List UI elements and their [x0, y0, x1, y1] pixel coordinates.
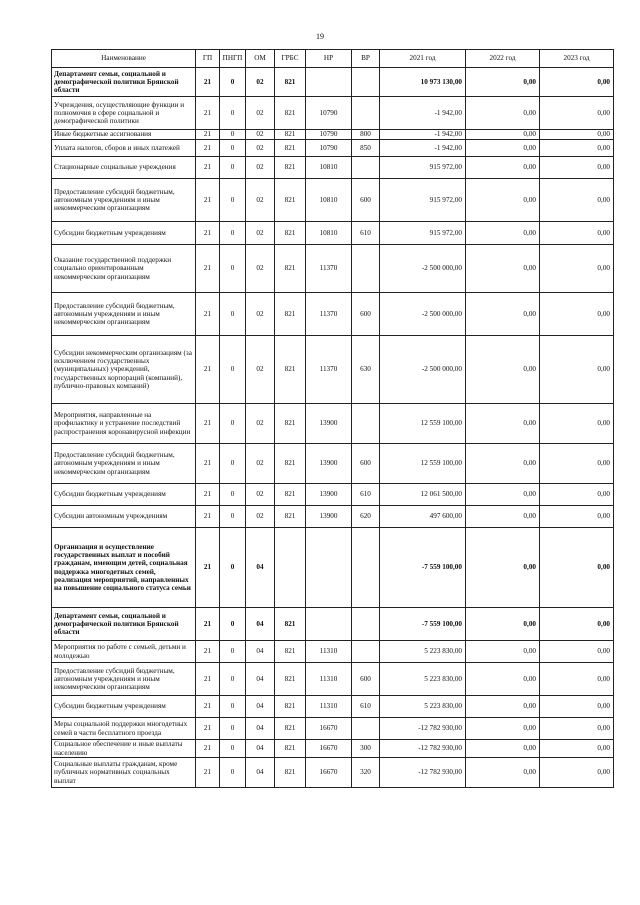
- cell-nr: 13900: [306, 506, 352, 528]
- cell-vr: 610: [352, 484, 380, 506]
- cell-y2022: 0,00: [466, 484, 540, 506]
- cell-name: Департамент семьи, социальной и демографической политики Брянской области: [52, 608, 196, 641]
- cell-pngp: 0: [220, 130, 246, 140]
- cell-y2023: 0,00: [540, 293, 614, 336]
- cell-nr: 10790: [306, 97, 352, 130]
- cell-pngp: 0: [220, 157, 246, 179]
- cell-gp: 21: [196, 696, 220, 718]
- cell-nr: 16670: [306, 718, 352, 740]
- cell-om: 02: [246, 484, 275, 506]
- cell-name: Уплата налогов, сборов и иных платежей: [52, 140, 196, 157]
- cell-y2022: 0,00: [466, 97, 540, 130]
- cell-y2022: 0,00: [466, 506, 540, 528]
- cell-y2023: 0,00: [540, 641, 614, 663]
- cell-pngp: 0: [220, 97, 246, 130]
- cell-y2021: 497 600,00: [380, 506, 466, 528]
- table-row: [52, 293, 614, 336]
- cell-pngp: 0: [220, 608, 246, 641]
- cell-gp: 21: [196, 506, 220, 528]
- cell-pngp: 0: [220, 740, 246, 758]
- cell-om: 02: [246, 68, 275, 97]
- cell-name: Субсидии бюджетным учреждениям: [52, 696, 196, 718]
- cell-nr: 10790: [306, 130, 352, 140]
- cell-gp: 21: [196, 608, 220, 641]
- cell-y2021: -1 942,00: [380, 97, 466, 130]
- cell-grbs: 821: [275, 222, 306, 245]
- cell-nr: [306, 528, 352, 608]
- cell-y2021: 915 972,00: [380, 222, 466, 245]
- cell-y2023: 0,00: [540, 506, 614, 528]
- cell-grbs: 821: [275, 336, 306, 404]
- cell-pngp: 0: [220, 293, 246, 336]
- cell-om: 04: [246, 608, 275, 641]
- cell-grbs: 821: [275, 444, 306, 484]
- cell-name: Мероприятия, направленные на профилактику и устранение последствий распространения коронавирусной инфекции: [52, 404, 196, 444]
- cell-y2023: 0,00: [540, 718, 614, 740]
- header-om: ОМ: [246, 50, 275, 68]
- budget-table: [51, 49, 614, 788]
- cell-name: Иные бюджетные ассигнования: [52, 130, 196, 140]
- header-nr: НР: [306, 50, 352, 68]
- cell-y2022: 0,00: [466, 696, 540, 718]
- cell-y2021: -7 559 100,00: [380, 528, 466, 608]
- cell-vr: [352, 97, 380, 130]
- cell-y2023: 0,00: [540, 140, 614, 157]
- cell-y2021: -12 782 930,00: [380, 740, 466, 758]
- cell-gp: 21: [196, 444, 220, 484]
- cell-gp: 21: [196, 641, 220, 663]
- header-pngp: ПНГП: [220, 50, 246, 68]
- cell-grbs: 821: [275, 663, 306, 696]
- cell-y2021: 915 972,00: [380, 179, 466, 222]
- cell-y2021: -1 942,00: [380, 130, 466, 140]
- cell-y2022: 0,00: [466, 130, 540, 140]
- cell-nr: 10810: [306, 222, 352, 245]
- cell-om: 02: [246, 222, 275, 245]
- cell-nr: 11370: [306, 293, 352, 336]
- cell-name: Субсидии автономным учреждениям: [52, 506, 196, 528]
- table-row: [52, 696, 614, 718]
- cell-om: 04: [246, 718, 275, 740]
- cell-grbs: 821: [275, 130, 306, 140]
- table-row: [52, 740, 614, 758]
- cell-vr: 800: [352, 130, 380, 140]
- cell-gp: 21: [196, 130, 220, 140]
- cell-grbs: 821: [275, 293, 306, 336]
- cell-vr: 850: [352, 140, 380, 157]
- cell-y2023: 0,00: [540, 222, 614, 245]
- cell-om: 02: [246, 245, 275, 293]
- cell-gp: 21: [196, 179, 220, 222]
- cell-y2022: 0,00: [466, 758, 540, 788]
- cell-vr: 600: [352, 444, 380, 484]
- cell-grbs: [275, 528, 306, 608]
- cell-y2023: 0,00: [540, 68, 614, 97]
- cell-grbs: 821: [275, 718, 306, 740]
- cell-y2022: 0,00: [466, 140, 540, 157]
- cell-vr: 630: [352, 336, 380, 404]
- cell-grbs: 821: [275, 484, 306, 506]
- cell-y2021: -2 500 000,00: [380, 245, 466, 293]
- table-row: [52, 528, 614, 608]
- cell-gp: 21: [196, 97, 220, 130]
- cell-y2023: 0,00: [540, 758, 614, 788]
- cell-nr: 11370: [306, 336, 352, 404]
- cell-om: 02: [246, 404, 275, 444]
- cell-name: Субсидии некоммерческим организациям (за исключением государственных (муниципальных) учреждений, государственных корпораций (компаний), публично-правовых компаний): [52, 336, 196, 404]
- header-vr: ВР: [352, 50, 380, 68]
- cell-om: 02: [246, 140, 275, 157]
- cell-vr: [352, 404, 380, 444]
- cell-gp: 21: [196, 336, 220, 404]
- cell-y2023: 0,00: [540, 444, 614, 484]
- cell-grbs: 821: [275, 740, 306, 758]
- cell-grbs: 821: [275, 97, 306, 130]
- cell-pngp: 0: [220, 484, 246, 506]
- table-row: [52, 68, 614, 97]
- cell-pngp: 0: [220, 663, 246, 696]
- cell-gp: 21: [196, 404, 220, 444]
- cell-y2023: 0,00: [540, 179, 614, 222]
- cell-om: 04: [246, 528, 275, 608]
- cell-gp: 21: [196, 758, 220, 788]
- cell-name: Департамент семьи, социальной и демографической политики Брянской области: [52, 68, 196, 97]
- cell-gp: 21: [196, 663, 220, 696]
- cell-y2022: 0,00: [466, 404, 540, 444]
- cell-grbs: 821: [275, 404, 306, 444]
- table-row: [52, 758, 614, 788]
- table-row: [52, 336, 614, 404]
- cell-y2023: 0,00: [540, 696, 614, 718]
- table-row: [52, 404, 614, 444]
- cell-y2023: 0,00: [540, 245, 614, 293]
- cell-nr: 10790: [306, 140, 352, 157]
- table-header: [52, 50, 614, 68]
- cell-y2022: 0,00: [466, 608, 540, 641]
- cell-y2022: 0,00: [466, 444, 540, 484]
- cell-y2023: 0,00: [540, 130, 614, 140]
- table-row: [52, 641, 614, 663]
- cell-name: Предоставление субсидий бюджетным, автономным учреждениям и иным некоммерческим организациям: [52, 444, 196, 484]
- cell-om: 02: [246, 506, 275, 528]
- cell-y2021: 12 559 100,00: [380, 404, 466, 444]
- cell-vr: 610: [352, 696, 380, 718]
- cell-name: Организация и осуществление государственных выплат и пособий гражданам, имеющим детей, социальная поддержка многодетных семей, реализация мероприятий, направленных на повышение социального статуса семьи: [52, 528, 196, 608]
- cell-om: 02: [246, 336, 275, 404]
- cell-y2021: 5 223 830,00: [380, 641, 466, 663]
- header-name: Наименование: [52, 50, 196, 68]
- cell-nr: 13900: [306, 484, 352, 506]
- cell-y2022: 0,00: [466, 641, 540, 663]
- cell-om: 02: [246, 293, 275, 336]
- cell-vr: 620: [352, 506, 380, 528]
- cell-y2022: 0,00: [466, 179, 540, 222]
- cell-gp: 21: [196, 484, 220, 506]
- table-row: [52, 97, 614, 130]
- cell-om: 04: [246, 663, 275, 696]
- cell-y2021: 12 061 500,00: [380, 484, 466, 506]
- cell-vr: [352, 245, 380, 293]
- header-grbs: ГРБС: [275, 50, 306, 68]
- cell-nr: 11310: [306, 641, 352, 663]
- cell-name: Мероприятия по работе с семьей, детьми и молодежью: [52, 641, 196, 663]
- header-2023: 2023 год: [540, 50, 614, 68]
- cell-pngp: 0: [220, 179, 246, 222]
- table-row: [52, 608, 614, 641]
- cell-grbs: 821: [275, 245, 306, 293]
- cell-nr: 10810: [306, 157, 352, 179]
- cell-pngp: 0: [220, 758, 246, 788]
- cell-nr: 13900: [306, 404, 352, 444]
- cell-y2023: 0,00: [540, 484, 614, 506]
- cell-y2023: 0,00: [540, 608, 614, 641]
- cell-y2022: 0,00: [466, 157, 540, 179]
- cell-y2022: 0,00: [466, 528, 540, 608]
- cell-y2021: -2 500 000,00: [380, 293, 466, 336]
- cell-name: Предоставление субсидий бюджетным, автономным учреждениям и иным некоммерческим организациям: [52, 179, 196, 222]
- cell-gp: 21: [196, 222, 220, 245]
- cell-om: 02: [246, 97, 275, 130]
- header-gp: ГП: [196, 50, 220, 68]
- cell-pngp: 0: [220, 506, 246, 528]
- cell-grbs: 821: [275, 179, 306, 222]
- cell-nr: 11310: [306, 696, 352, 718]
- cell-gp: 21: [196, 245, 220, 293]
- cell-y2023: 0,00: [540, 157, 614, 179]
- table-row: [52, 130, 614, 140]
- cell-nr: 13900: [306, 444, 352, 484]
- cell-gp: 21: [196, 157, 220, 179]
- table-row: [52, 222, 614, 245]
- cell-nr: [306, 68, 352, 97]
- cell-name: Социальные выплаты гражданам, кроме публичных нормативных социальных выплат: [52, 758, 196, 788]
- cell-y2023: 0,00: [540, 528, 614, 608]
- cell-y2021: 12 559 100,00: [380, 444, 466, 484]
- cell-y2021: 10 973 130,00: [380, 68, 466, 97]
- cell-vr: [352, 641, 380, 663]
- cell-pngp: 0: [220, 140, 246, 157]
- cell-name: Предоставление субсидий бюджетным, автономным учреждениям и иным некоммерческим организациям: [52, 663, 196, 696]
- table-row: [52, 245, 614, 293]
- cell-gp: 21: [196, 740, 220, 758]
- cell-gp: 21: [196, 140, 220, 157]
- table-row: [52, 663, 614, 696]
- cell-nr: 16670: [306, 740, 352, 758]
- cell-y2023: 0,00: [540, 663, 614, 696]
- cell-gp: 21: [196, 293, 220, 336]
- cell-y2023: 0,00: [540, 336, 614, 404]
- cell-grbs: 821: [275, 68, 306, 97]
- cell-y2021: -12 782 930,00: [380, 758, 466, 788]
- cell-vr: [352, 528, 380, 608]
- cell-y2021: 5 223 830,00: [380, 696, 466, 718]
- cell-om: 04: [246, 696, 275, 718]
- cell-pngp: 0: [220, 245, 246, 293]
- cell-vr: [352, 68, 380, 97]
- table-row: [52, 157, 614, 179]
- table-row: [52, 179, 614, 222]
- table-row: [52, 484, 614, 506]
- cell-y2023: 0,00: [540, 97, 614, 130]
- cell-grbs: 821: [275, 758, 306, 788]
- cell-y2023: 0,00: [540, 740, 614, 758]
- cell-grbs: 821: [275, 506, 306, 528]
- cell-vr: [352, 157, 380, 179]
- cell-y2021: -2 500 000,00: [380, 336, 466, 404]
- cell-vr: 600: [352, 179, 380, 222]
- cell-name: Социальное обеспечение и иные выплаты населению: [52, 740, 196, 758]
- cell-pngp: 0: [220, 222, 246, 245]
- cell-pngp: 0: [220, 336, 246, 404]
- cell-y2022: 0,00: [466, 222, 540, 245]
- cell-y2022: 0,00: [466, 245, 540, 293]
- cell-om: 02: [246, 444, 275, 484]
- cell-grbs: 821: [275, 157, 306, 179]
- cell-vr: 610: [352, 222, 380, 245]
- cell-pngp: 0: [220, 444, 246, 484]
- cell-y2021: -7 559 100,00: [380, 608, 466, 641]
- cell-grbs: 821: [275, 608, 306, 641]
- cell-y2021: 915 972,00: [380, 157, 466, 179]
- table-row: [52, 444, 614, 484]
- cell-y2022: 0,00: [466, 740, 540, 758]
- cell-vr: [352, 718, 380, 740]
- cell-y2022: 0,00: [466, 68, 540, 97]
- cell-name: Оказание государственной поддержки социально ориентированным некоммерческим организациям: [52, 245, 196, 293]
- cell-vr: 600: [352, 663, 380, 696]
- cell-nr: 11310: [306, 663, 352, 696]
- cell-pngp: 0: [220, 641, 246, 663]
- cell-y2022: 0,00: [466, 336, 540, 404]
- header-2022: 2022 год: [466, 50, 540, 68]
- cell-y2021: 5 223 830,00: [380, 663, 466, 696]
- cell-nr: 10810: [306, 179, 352, 222]
- cell-vr: 600: [352, 293, 380, 336]
- header-2021: 2021 год: [380, 50, 466, 68]
- cell-nr: [306, 608, 352, 641]
- cell-grbs: 821: [275, 641, 306, 663]
- cell-gp: 21: [196, 528, 220, 608]
- cell-om: 02: [246, 179, 275, 222]
- cell-vr: 300: [352, 740, 380, 758]
- cell-grbs: 821: [275, 696, 306, 718]
- cell-vr: 320: [352, 758, 380, 788]
- cell-name: Стационарные социальные учреждения: [52, 157, 196, 179]
- cell-vr: [352, 608, 380, 641]
- cell-name: Учреждения, осуществляющие функции и полномочия в сфере социальной и демографической политики: [52, 97, 196, 130]
- cell-y2022: 0,00: [466, 718, 540, 740]
- cell-gp: 21: [196, 718, 220, 740]
- cell-y2023: 0,00: [540, 404, 614, 444]
- cell-gp: 21: [196, 68, 220, 97]
- page-number: 19: [316, 32, 324, 41]
- cell-om: 04: [246, 758, 275, 788]
- cell-name: Субсидии бюджетным учреждениям: [52, 222, 196, 245]
- cell-om: 04: [246, 641, 275, 663]
- cell-y2021: -12 782 930,00: [380, 718, 466, 740]
- cell-pngp: 0: [220, 68, 246, 97]
- cell-pngp: 0: [220, 528, 246, 608]
- cell-nr: 11370: [306, 245, 352, 293]
- cell-om: 02: [246, 130, 275, 140]
- cell-nr: 16670: [306, 758, 352, 788]
- cell-om: 02: [246, 157, 275, 179]
- table-row: [52, 506, 614, 528]
- cell-name: Меры социальной поддержки многодетных семей в части бесплатного проезда: [52, 718, 196, 740]
- table-row: [52, 718, 614, 740]
- cell-y2022: 0,00: [466, 293, 540, 336]
- cell-name: Субсидии бюджетным учреждениям: [52, 484, 196, 506]
- cell-y2021: -1 942,00: [380, 140, 466, 157]
- cell-om: 04: [246, 740, 275, 758]
- cell-pngp: 0: [220, 404, 246, 444]
- cell-y2022: 0,00: [466, 663, 540, 696]
- cell-pngp: 0: [220, 718, 246, 740]
- cell-grbs: 821: [275, 140, 306, 157]
- cell-pngp: 0: [220, 696, 246, 718]
- cell-name: Предоставление субсидий бюджетным, автономным учреждениям и иным некоммерческим организациям: [52, 293, 196, 336]
- table-row: [52, 140, 614, 157]
